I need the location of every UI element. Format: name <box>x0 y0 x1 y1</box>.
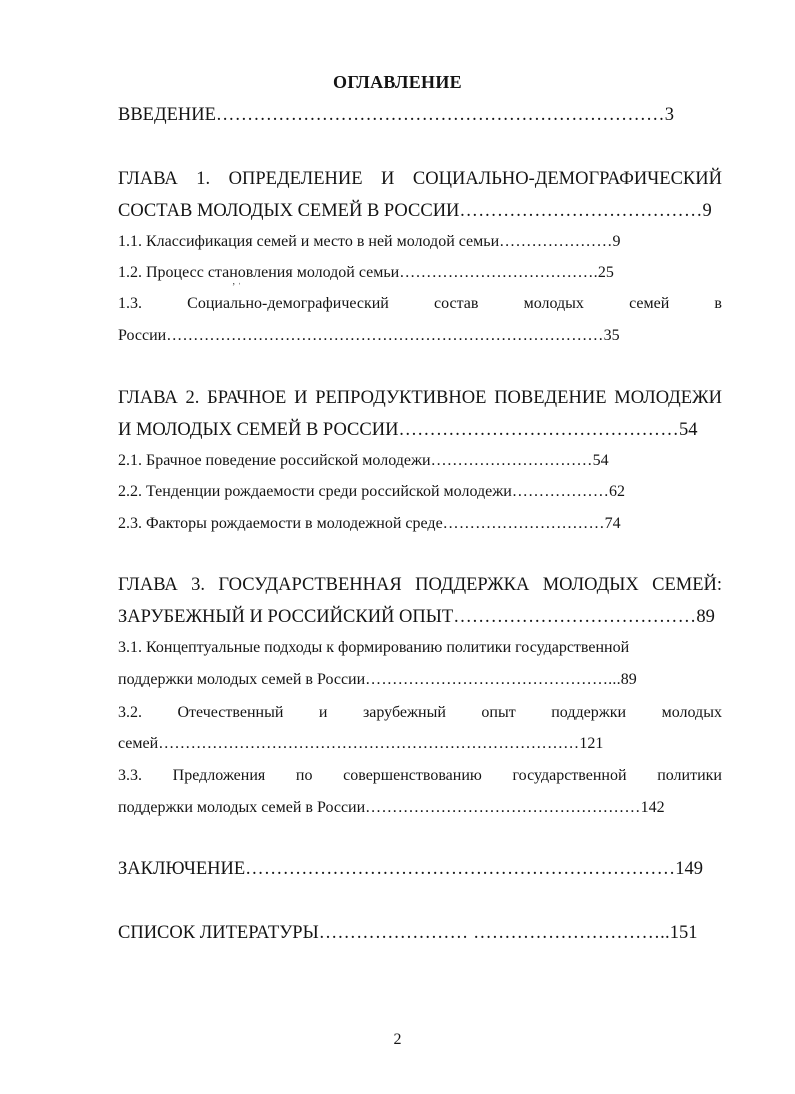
stray-pen-mark: ʼ ˈ <box>232 282 242 293</box>
toc-page-number: 35 <box>603 327 620 344</box>
toc-leader-dots: ………………………………… <box>453 607 697 627</box>
toc-page-number: 74 <box>604 515 621 532</box>
toc-word: ГЛАВА <box>118 388 178 408</box>
toc-page-number: 3 <box>664 105 674 125</box>
toc-chapter-3-line1 <box>118 576 722 595</box>
toc-word: государственной <box>512 767 627 784</box>
toc-entry-text: ВВЕДЕНИЕ <box>118 105 216 125</box>
toc-leader-dots: …………………………………………………………………… <box>158 735 580 752</box>
toc-section-3-2-line1 <box>118 705 722 721</box>
toc-page-number: 54 <box>592 452 609 469</box>
toc-word: 1. <box>196 169 211 189</box>
toc-leader-dots: ………………… <box>499 233 613 250</box>
toc-word: состав <box>434 295 479 312</box>
toc-word: ПОВЕДЕНИЕ <box>494 388 607 408</box>
toc-leader-dots: ………………………………… <box>459 201 703 221</box>
toc-page-number: 62 <box>609 483 626 500</box>
toc-section-2-2 <box>118 484 625 500</box>
toc-word: семей <box>629 295 670 312</box>
toc-chapter-1-line2 <box>118 202 712 221</box>
toc-section-3-3-line1 <box>118 768 722 784</box>
toc-word: в <box>714 295 722 312</box>
toc-page-number: 151 <box>669 923 698 943</box>
toc-page-number: 9 <box>702 201 712 221</box>
toc-word: ПОДДЕРЖКА <box>415 575 530 595</box>
toc-word: ГОСУДАРСТВЕННАЯ <box>218 575 402 595</box>
toc-page-number: 121 <box>579 735 604 752</box>
toc-entry-references <box>118 924 698 943</box>
toc-section-3-1-line2 <box>118 672 637 688</box>
toc-word: СОЦИАЛЬНО-ДЕМОГРАФИЧЕСКИЙ <box>412 169 722 189</box>
toc-word: И <box>381 169 395 189</box>
toc-entry-text: 3.1. Концептуальные подходы к формированию политики государственной <box>118 639 630 656</box>
toc-leader-dots: …………………………………………… <box>365 799 641 816</box>
toc-section-1-3-line2 <box>118 328 620 344</box>
toc-entry-text: СПИСОК ЛИТЕРАТУРЫ <box>118 923 319 943</box>
toc-word: Социально-демографический <box>187 295 389 312</box>
toc-word: И <box>294 388 308 408</box>
toc-word: ГЛАВА <box>118 575 178 595</box>
toc-word: поддержки <box>551 704 627 721</box>
toc-section-2-1 <box>118 453 609 469</box>
toc-entry-text: 2.2. Тенденции рождаемости среди российской молодежи <box>118 483 512 500</box>
toc-section-1-3-line1 <box>118 296 722 312</box>
toc-word: 3. <box>191 575 205 595</box>
toc-entry-text: СОСТАВ МОЛОДЫХ СЕМЕЙ В РОССИИ <box>118 201 460 221</box>
toc-word: 3.3. <box>118 767 142 784</box>
toc-page-number: 89 <box>620 671 637 688</box>
toc-word: опыт <box>481 704 516 721</box>
toc-word: РЕПРОДУКТИВНОЕ <box>315 388 487 408</box>
toc-entry-text: поддержки молодых семей в России <box>118 671 366 688</box>
toc-leader-dots: ………………………………. <box>399 264 598 281</box>
toc-chapter-1-line1 <box>118 170 722 189</box>
toc-word: зарубежный <box>362 704 446 721</box>
toc-word: по <box>295 767 313 784</box>
toc-word: политики <box>657 767 722 784</box>
toc-leader-dots: ……………………………………………………………… <box>215 105 665 125</box>
toc-leader-dots: …………………… ………………………….. <box>318 923 670 943</box>
toc-entry-text: России <box>118 327 167 344</box>
page-title: ОГЛАВЛЕНИЕ <box>333 72 462 92</box>
toc-entry-text: поддержки молодых семей в России <box>118 799 366 816</box>
toc-section-3-1-line1 <box>118 640 629 656</box>
toc-entry-text: 2.1. Брачное поведение российской молодежи <box>118 452 431 469</box>
toc-entry-conclusion <box>118 860 703 879</box>
toc-section-1-2 <box>118 265 614 281</box>
toc-section-3-2-line2 <box>118 736 603 752</box>
toc-leader-dots: ……………………………………… <box>398 420 679 440</box>
toc-leader-dots: ………………………… <box>430 452 593 469</box>
toc-entry-text: И МОЛОДЫХ СЕМЕЙ В РОССИИ <box>118 420 399 440</box>
toc-entry-text: ЗАКЛЮЧЕНИЕ <box>118 859 246 879</box>
toc-word: 3.2. <box>118 704 142 721</box>
toc-entry-text: 1.2. Процесс становления молодой семьи <box>118 264 400 281</box>
toc-word: МОЛОДЫХ <box>542 575 639 595</box>
toc-page-number: 9 <box>612 233 621 250</box>
toc-leader-dots: ……………………………………………………………………… <box>166 327 604 344</box>
toc-word: молодых <box>661 704 722 721</box>
toc-word: и <box>318 704 328 721</box>
toc-entry-text: 1.1. Классификация семей и место в ней молодой семьи <box>118 233 500 250</box>
toc-word: МОЛОДЕЖИ <box>614 388 722 408</box>
toc-word: Отечественный <box>177 704 284 721</box>
toc-entry-text: семей <box>118 735 159 752</box>
toc-leader-dots: …………………………………………………………… <box>245 859 676 879</box>
toc-page-number: 54 <box>678 420 698 440</box>
toc-page-number: 142 <box>640 799 665 816</box>
toc-section-2-3 <box>118 516 621 532</box>
toc-chapter-2-line1 <box>118 389 722 408</box>
toc-word: СЕМЕЙ: <box>652 575 722 595</box>
toc-page-number: 149 <box>675 859 704 879</box>
toc-section-1-1 <box>118 234 621 250</box>
toc-leader-dots: ……………… <box>511 483 610 500</box>
toc-entry-text: 2.3. Факторы рождаемости в молодежной среде <box>118 515 443 532</box>
page-number: 2 <box>393 1031 402 1048</box>
toc-word: БРАЧНОЕ <box>207 388 287 408</box>
toc-word: 1.3. <box>118 295 142 312</box>
toc-leader-dots: ………………………… <box>442 515 605 532</box>
toc-page-number: 25 <box>597 264 614 281</box>
toc-entry-introduction <box>118 106 674 125</box>
toc-page-number: 89 <box>696 607 715 627</box>
toc-chapter-2-line2 <box>118 421 697 440</box>
toc-word: ГЛАВА <box>118 169 178 189</box>
toc-leader-dots: ………………………………………... <box>365 671 621 688</box>
toc-word: Предложения <box>172 767 266 784</box>
toc-section-3-3-line2 <box>118 800 665 816</box>
toc-word: 2. <box>185 388 200 408</box>
toc-entry-text: ЗАРУБЕЖНЫЙ И РОССИЙСКИЙ ОПЫТ <box>118 607 454 627</box>
toc-chapter-3-line2 <box>118 608 715 627</box>
toc-word: ОПРЕДЕЛЕНИЕ <box>228 169 363 189</box>
toc-word: совершенствованию <box>343 767 482 784</box>
toc-word: молодых <box>523 295 584 312</box>
